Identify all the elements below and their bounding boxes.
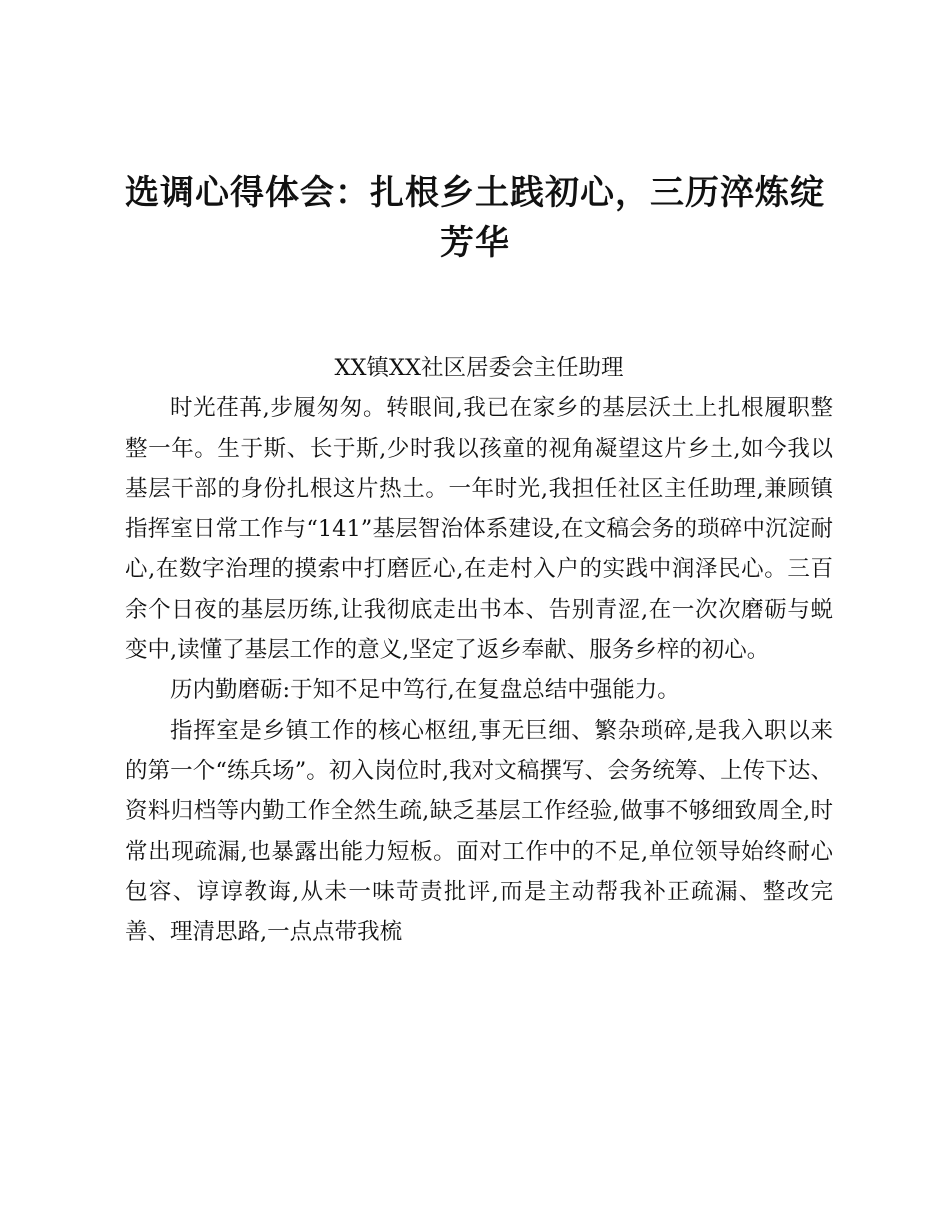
body-paragraph: 指挥室是乡镇工作的核心枢纽,事无巨细、繁杂琐碎,是我入职以来的第一个“练兵场”。初入岗位时,我对文稿撰写、会务统筹、上传下达、资料归档等内勤工作全然生疏,缺乏基层工作经验,做事不够细致周全,时常出现疏漏,也暴露出能力短板。面对工作中的不足,单位领导始终耐心包容、谆谆教诲,从未一味苛责批评,而是主动帮我补正疏漏、整改完善、理清思路,一点点带我梳 bbox=[125, 717, 833, 946]
section-heading: 历内勤磨砺:于知不足中笃行,在复盘总结中强能力。 bbox=[170, 677, 680, 704]
document-body bbox=[125, 348, 833, 952]
document-title: 选调心得体会：扎根乡土践初心，三历淬炼绽芳华 bbox=[125, 173, 825, 263]
body-paragraph: 时光荏苒,步履匆匆。转眼间,我已在家乡的基层沃土上扎根履职整整一年。生于斯、长于斯,少时我以孩童的视角凝望这片乡土,如今我以基层干部的身份扎根这片热土。一年时光,我担任社区主任助理,兼顾镇指挥室日常工作与“141”基层智治体系建设,在文稿会务的琐碎中沉淀耐心,在数字治理的摸索中打磨匠心,在走村入户的实践中润泽民心。三百余个日夜的基层历练,让我彻底走出书本、告别青涩,在一次次磨砺与蜕变中,读懂了基层工作的意义,坚定了返乡奉献、服务乡梓的初心。 bbox=[125, 395, 833, 664]
author-byline: XX镇XX社区居委会主任助理 bbox=[334, 355, 624, 381]
